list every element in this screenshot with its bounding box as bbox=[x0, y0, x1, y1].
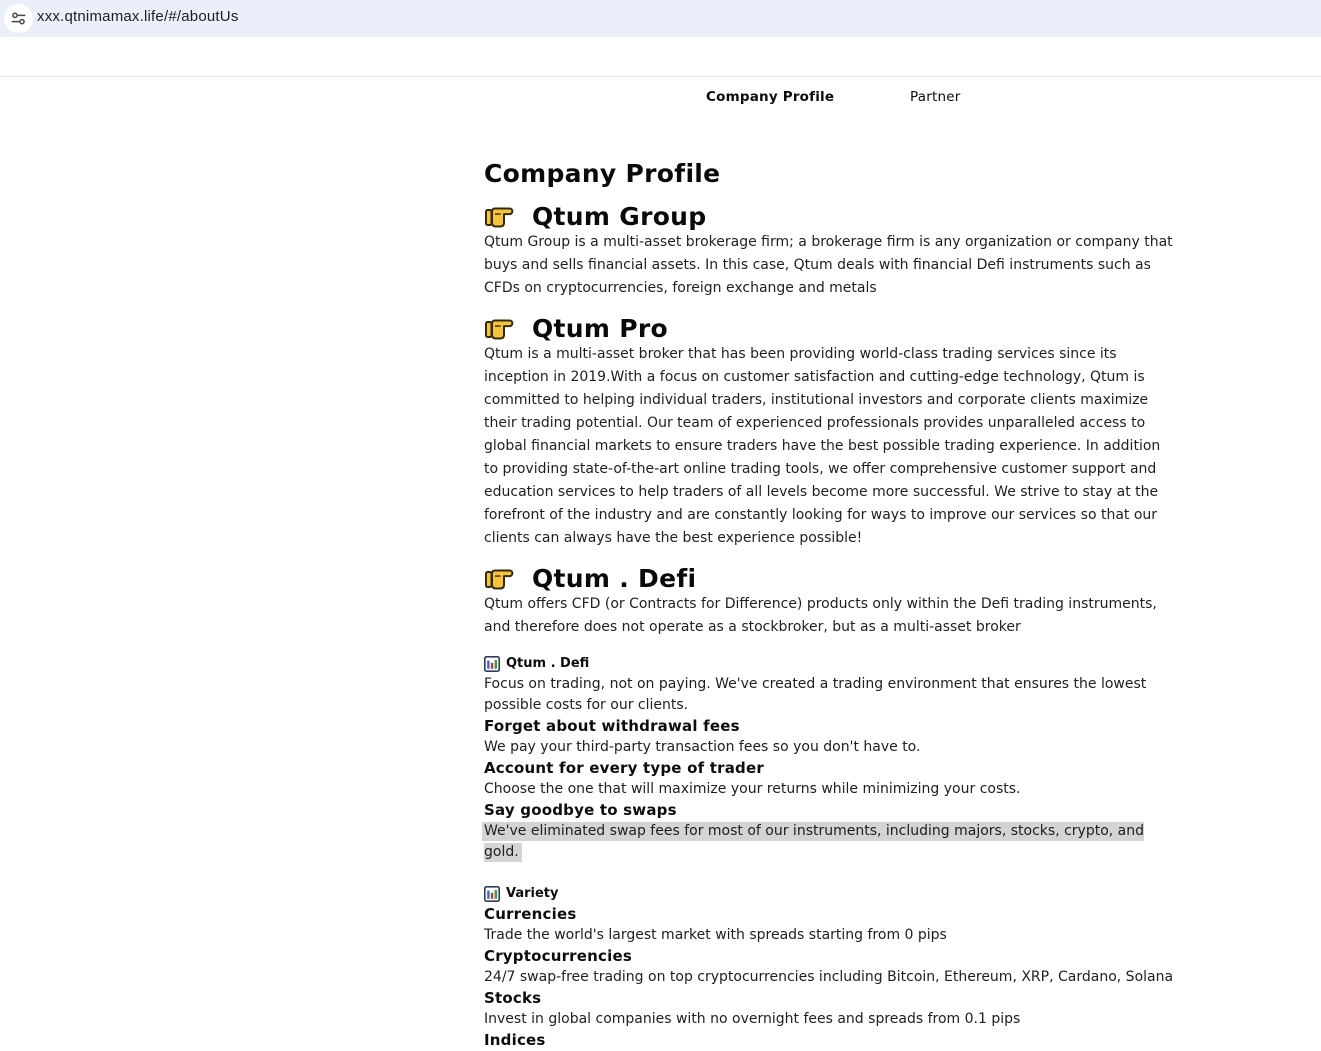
section-body: Qtum offers CFD (or Contracts for Difference) products only within the Defi trading instruments, and therefore does not operate as a stockbroker, but as a multi-asset broker bbox=[484, 596, 1157, 635]
feature-text-selected bbox=[484, 821, 1178, 863]
bar-chart-icon bbox=[484, 886, 500, 902]
section-heading: Qtum Pro bbox=[532, 313, 668, 343]
bar-chart-icon bbox=[484, 656, 500, 672]
header-divider bbox=[0, 76, 1321, 77]
selected-text: We've eliminated swap fees for most of our instruments, including majors, stocks, crypto, and gold. bbox=[484, 823, 1145, 860]
page-title: Company Profile bbox=[484, 159, 721, 188]
section-body: Qtum Group is a multi-asset brokerage firm; a brokerage firm is any organization or company that buys and sells financial assets. In this case, Qtum deals with financial Defi instruments such as CFDs on cryptocurrencies, foreign exchange and metals bbox=[484, 234, 1173, 296]
site-info-button[interactable] bbox=[4, 4, 33, 33]
pointing-right-hand-icon bbox=[484, 565, 515, 592]
pointing-right-hand-icon bbox=[484, 203, 515, 230]
feature-title: Currencies bbox=[484, 905, 577, 923]
main-content bbox=[484, 160, 1178, 1051]
feature-title: Say goodbye to swaps bbox=[484, 801, 677, 819]
feature-text: 24/7 swap-free trading on top cryptocurrencies including Bitcoin, Ethereum, XRP, Cardano, Solana bbox=[484, 969, 1174, 985]
section-heading: Qtum Group bbox=[532, 201, 707, 231]
feature-group-title: Qtum . Defi bbox=[506, 656, 590, 671]
browser-url-bar[interactable] bbox=[0, 0, 1321, 37]
feature-text: Invest in global companies with no overnight fees and spreads from 0.1 pips bbox=[484, 1011, 1021, 1027]
feature-text: We pay your third-party transaction fees so you don't have to. bbox=[484, 739, 921, 755]
feature-group-title: Variety bbox=[506, 886, 559, 901]
section-body: Qtum is a multi-asset broker that has been providing world-class trading services since its inception in 2019.With a focus on customer satisfaction and cutting-edge technology, Qtum is committed to helping individual traders, institutional investors and corporate clients maximize their trading potential. Our team of experienced professionals provides unparalleled access to global financial markets to ensure traders have the best possible trading experience. In addition to providing state-of-the-art online trading tools, we offer comprehensive customer support and education services to help traders of all levels become more successful. We strive to stay at the forefront of the industry and are constantly looking for ways to improve our services so that our clients can always have the best experience possible! bbox=[484, 346, 1161, 546]
pointing-right-hand-icon bbox=[484, 315, 515, 342]
url-text[interactable]: xxx.qtnimamax.life/#/aboutUs bbox=[37, 8, 239, 25]
feature-group-defi bbox=[484, 653, 1178, 863]
tune-icon bbox=[11, 11, 26, 26]
feature-group-variety bbox=[484, 883, 1178, 1051]
feature-title: Stocks bbox=[484, 989, 542, 1007]
feature-title: Cryptocurrencies bbox=[484, 947, 632, 965]
section-qtum-pro bbox=[484, 313, 1178, 550]
nav-item-partner[interactable]: Partner bbox=[910, 89, 961, 105]
feature-text: Trade the world's largest market with spreads starting from 0 pips bbox=[484, 927, 947, 943]
section-qtum-group bbox=[484, 201, 1178, 300]
feature-title: Indices bbox=[484, 1031, 546, 1049]
feature-title: Forget about withdrawal fees bbox=[484, 717, 740, 735]
nav-item-company-profile[interactable]: Company Profile bbox=[706, 89, 835, 105]
section-qtum-defi bbox=[484, 563, 1178, 639]
feature-group-intro: Focus on trading, not on paying. We've created a trading environment that ensures the lowest possible costs for our clients. bbox=[484, 676, 1147, 713]
feature-title: Account for every type of trader bbox=[484, 759, 764, 777]
section-heading: Qtum . Defi bbox=[532, 563, 697, 593]
feature-text: Choose the one that will maximize your returns while minimizing your costs. bbox=[484, 781, 1021, 797]
